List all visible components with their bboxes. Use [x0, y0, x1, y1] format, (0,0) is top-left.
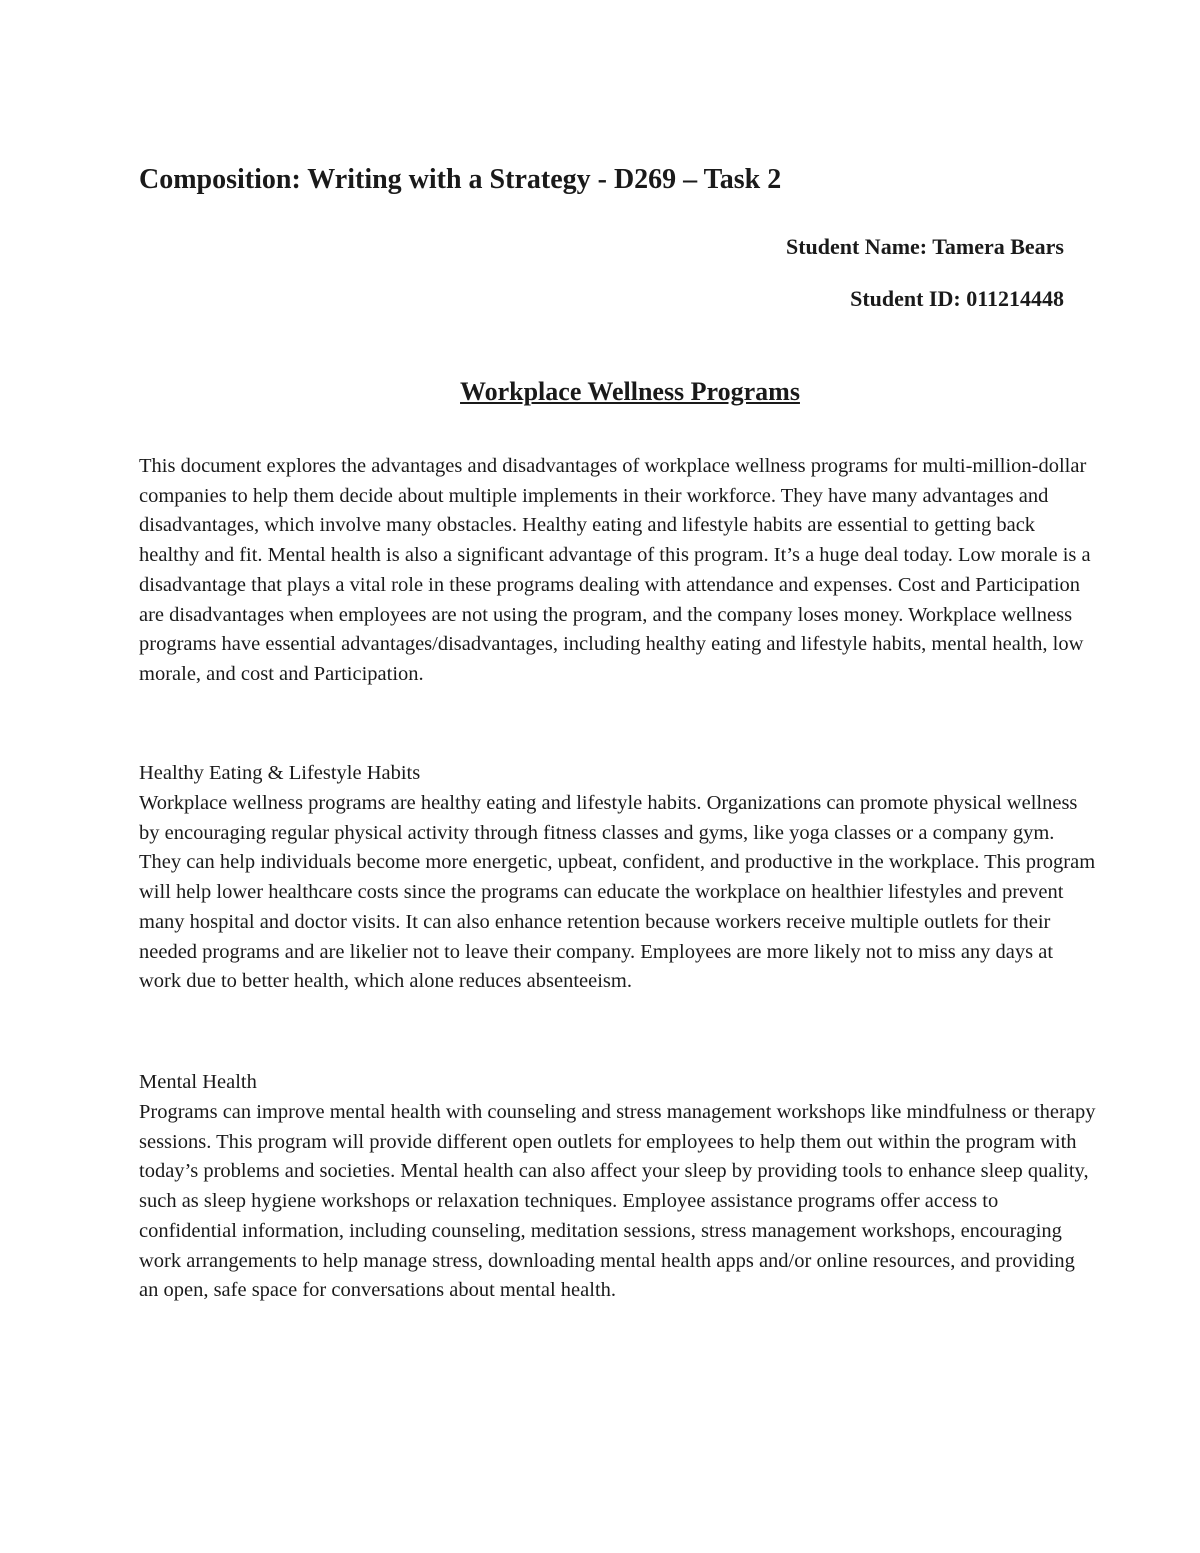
section-heading-healthy-eating: Healthy Eating & Lifestyle Habits: [139, 762, 421, 784]
student-name: Student Name: Tamera Bears: [785, 234, 1064, 259]
main-heading: Workplace Wellness Programs: [460, 377, 800, 406]
section-heading-mental-health: Mental Health: [139, 1071, 257, 1093]
student-id: Student ID: 011214448: [850, 286, 1064, 311]
document-title: Composition: Writing with a Strategy - D269 – Task 2: [139, 164, 782, 195]
intro-paragraph: This document explores the advantages and disadvantages of workplace wellness programs for multi-million-dollar companies to help them decide about multiple implements in their workforce. They have many advantages and disadvantages, which involve many obstacles. Healthy eating and lifestyle habits are essential to getting back healthy and fit. Mental health is also a significant advantage of this program. It’s a huge deal today. Low morale is a disadvantage that plays a vital role in these programs dealing with attendance and expenses. Cost and Participation are disadvantages when employees are not using the program, and the company loses money. Workplace wellness programs have essential advantages/disadvantages, including healthy eating and lifestyle habits, mental health, low morale, and cost and Participation.: [139, 455, 1091, 685]
section-body-healthy-eating: Workplace wellness programs are healthy eating and lifestyle habits. Organizations can promote physical wellness by encouraging regular physical activity through fitness classes and gyms, like yoga classes or a company gym. They can help individuals become more energetic, upbeat, confident, and productive in the workplace. This program will help lower healthcare costs since the programs can educate the workplace on healthier lifestyles and prevent many hospital and doctor visits. It can also enhance retention because workers receive multiple outlets for their needed programs and are likelier not to leave their company. Employees are more likely not to miss any days at work due to better health, which alone reduces absenteeism.: [139, 792, 1096, 993]
section-body-mental-health: Programs can improve mental health with counseling and stress management workshops like mindfulness or therapy sessions. This program will provide different open outlets for employees to help them out within the program with today’s problems and societies. Mental health can also affect your sleep by providing tools to enhance sleep quality, such as sleep hygiene workshops or relaxation techniques. Employee assistance programs offer access to confidential information, including counseling, meditation sessions, stress management workshops, encouraging work arrangements to help manage stress, downloading mental health apps and/or online resources, and providing an open, safe space for conversations about mental health.: [139, 1101, 1096, 1302]
